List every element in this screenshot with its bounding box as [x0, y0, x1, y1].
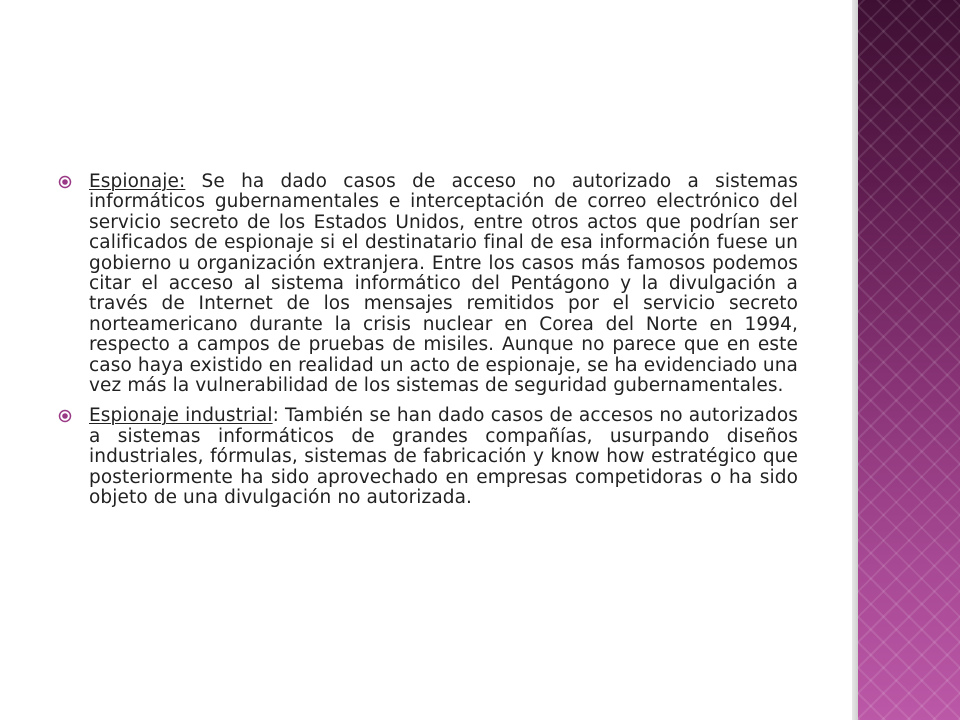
bullet-term: Espionaje:	[89, 171, 186, 192]
bullet-text: Se ha dado casos de acceso no autorizado a sistemas informáticos gubernamentales e interceptación de correo electrónico del servicio secreto de los Estados Unidos, entre otros actos que podrían ser calificados de espionaje si el destinatario final de esa información fuese un gobierno u organización extranjera. Entre los casos más famosos podemos citar el acceso al sistema informático del Pentágono y la divulgación a través de Internet de los mensajes remitidos por el servicio secreto norteamericano durante la crisis nuclear en Corea del Norte en 1994, respecto a campos de pruebas de misiles. Aunque no parece que en este caso haya existido en realidad un acto de espionaje, se ha evidenciado una vez más la vulnerabilidad de los sistemas de seguridad gubernamentales.	[89, 171, 798, 397]
decorative-side-band	[858, 0, 960, 720]
circle-bullet-icon	[58, 175, 72, 189]
bullet-term: Espionaje industrial	[89, 405, 273, 427]
bullet-item-espionaje	[84, 172, 798, 396]
bullet-item-espionaje-industrial	[84, 406, 798, 508]
slide-content	[84, 172, 798, 519]
circle-bullet-icon	[58, 409, 72, 423]
bullet-text: : También se han dado casos de accesos no autorizados a sistemas informáticos de grandes compañías, usurpando diseños industriales, fórmulas, sistemas de fabricación y know how estratégico que posteriormente ha sido aprovechado en empresas competidoras o ha sido objeto de una divulgación no autorizada.	[89, 405, 798, 509]
